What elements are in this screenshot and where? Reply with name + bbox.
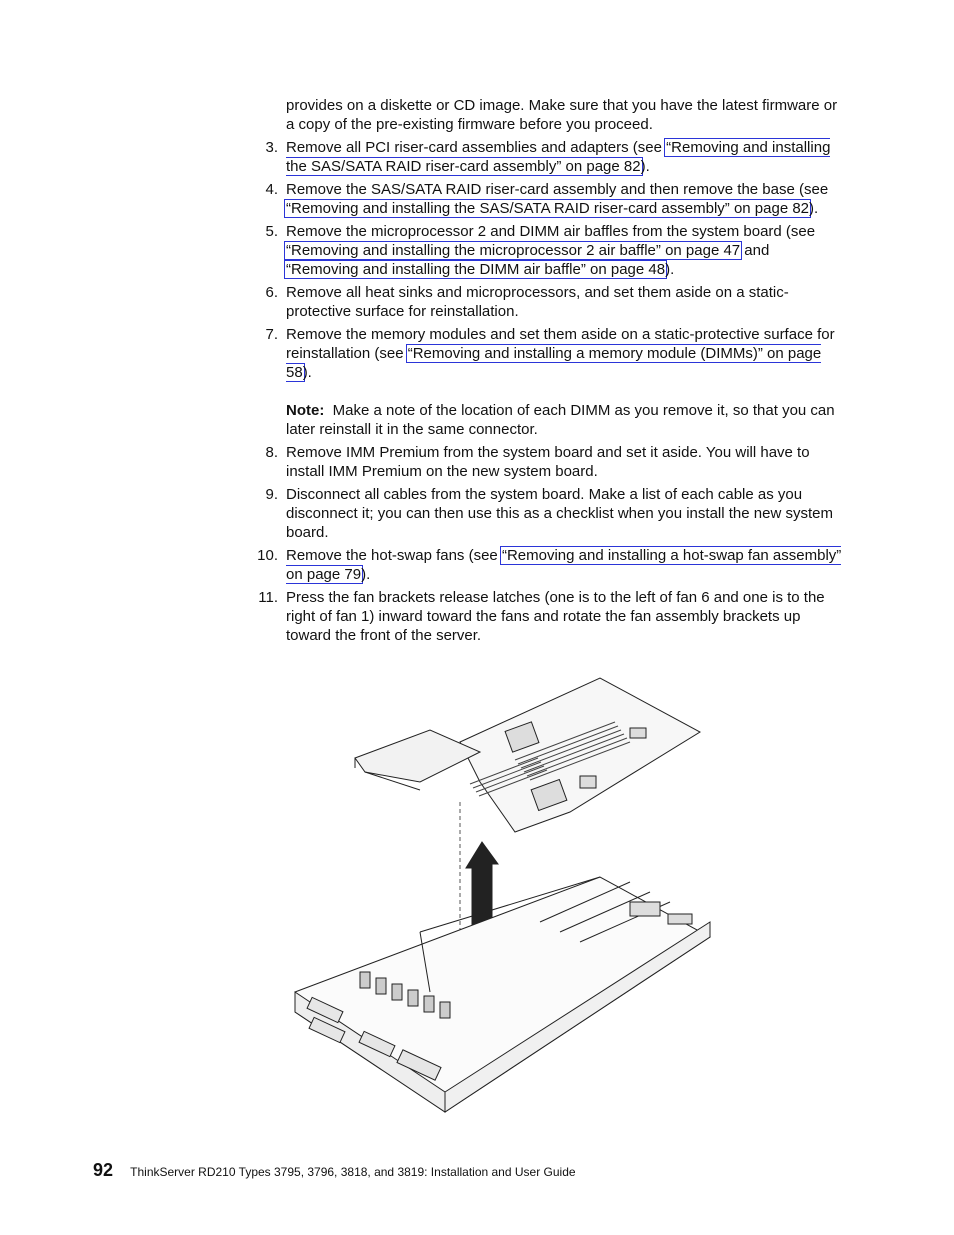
step-number: 9. <box>265 486 278 503</box>
step-text: Remove the SAS/SATA RAID riser-card assembly and then remove the base (see <box>286 181 829 198</box>
step-text: ). <box>809 200 819 217</box>
link-dimm-air-baffle[interactable]: “Removing and installing the DIMM air baffle” on page 48 <box>286 261 666 278</box>
step-4 <box>265 180 846 218</box>
step-number: 5. <box>265 223 278 240</box>
step-10 <box>257 546 846 584</box>
link-riser-card-assembly[interactable]: “Removing and installing the SAS/SATA RAID riser-card assembly” on page 82 <box>286 139 831 175</box>
step-3 <box>265 138 846 176</box>
step-8 <box>265 443 846 481</box>
step-number: 3. <box>265 139 278 156</box>
link-memory-module[interactable]: “Removing and installing a memory module (DIMMs)” on page 58 <box>286 345 822 381</box>
step-text: ). <box>665 261 675 278</box>
step-number: 4. <box>265 181 278 198</box>
step-number: 10. <box>257 547 278 564</box>
step-number: 11. <box>258 589 278 606</box>
step-text: ). <box>361 566 371 583</box>
link-microprocessor-air-baffle[interactable]: “Removing and installing the microprocessor 2 air baffle” on page 47 <box>286 242 741 259</box>
step-text: Disconnect all cables from the system board. Make a list of each cable as you disconnect it; you can then use this as a checklist when you install the new system board. <box>286 486 833 541</box>
step-text: Remove all PCI riser-card assemblies and adapters (see <box>286 139 667 156</box>
step-number: 7. <box>265 326 278 343</box>
system-board <box>460 678 700 832</box>
page-footer <box>93 1160 576 1182</box>
procedure-steps <box>257 138 846 645</box>
step-9 <box>265 485 846 542</box>
main-content <box>257 96 846 645</box>
step-text: Remove all heat sinks and microprocessors, and set them aside on a static-protective surface for reinstallation. <box>286 284 789 320</box>
step-11 <box>258 588 846 645</box>
note <box>286 401 846 439</box>
step-text: and <box>740 242 770 259</box>
step-5 <box>265 222 846 279</box>
note-label: Note: <box>286 402 325 419</box>
step-text: Remove the memory modules and set them aside on a static-protective surface for reinstallation (see <box>286 326 835 362</box>
document-title: ThinkServer RD210 Types 3795, 3796, 3818, and 3819: Installation and User Guide <box>130 1165 576 1179</box>
note-text: Make a note of the location of each DIMM as you remove it, so that you can later reinstall it in the same connector. <box>286 402 835 438</box>
page-number: 92 <box>93 1160 114 1180</box>
step-number: 8. <box>265 444 278 461</box>
step-text: Press the fan brackets release latches (one is to the left of fan 6 and one is to the right of fan 1) inward toward the fans and rotate the fan assembly brackets up toward the front of the server. <box>286 589 825 644</box>
step-text: Remove the hot-swap fans (see <box>286 547 502 564</box>
step-text: Remove IMM Premium from the system board and set it aside. You will have to install IMM Premium on the new system board. <box>286 444 810 480</box>
link-hot-swap-fan[interactable]: “Removing and installing a hot-swap fan assembly” on page 79 <box>286 547 842 583</box>
step-7 <box>265 325 846 439</box>
intro-paragraph: provides on a diskette or CD image. Make sure that you have the latest firmware or a copy of the pre-existing firmware before you proceed. <box>286 97 838 133</box>
step-number: 6. <box>265 284 278 301</box>
link-riser-card-assembly[interactable]: “Removing and installing the SAS/SATA RAID riser-card assembly” on page 82 <box>286 200 810 217</box>
step-text: ). <box>302 364 312 381</box>
step-6 <box>265 283 846 321</box>
system-board-removal-figure <box>270 672 720 1122</box>
step-text: Remove the microprocessor 2 and DIMM air baffles from the system board (see <box>286 223 816 240</box>
step-text: ). <box>640 158 650 175</box>
illustration <box>270 672 720 1122</box>
